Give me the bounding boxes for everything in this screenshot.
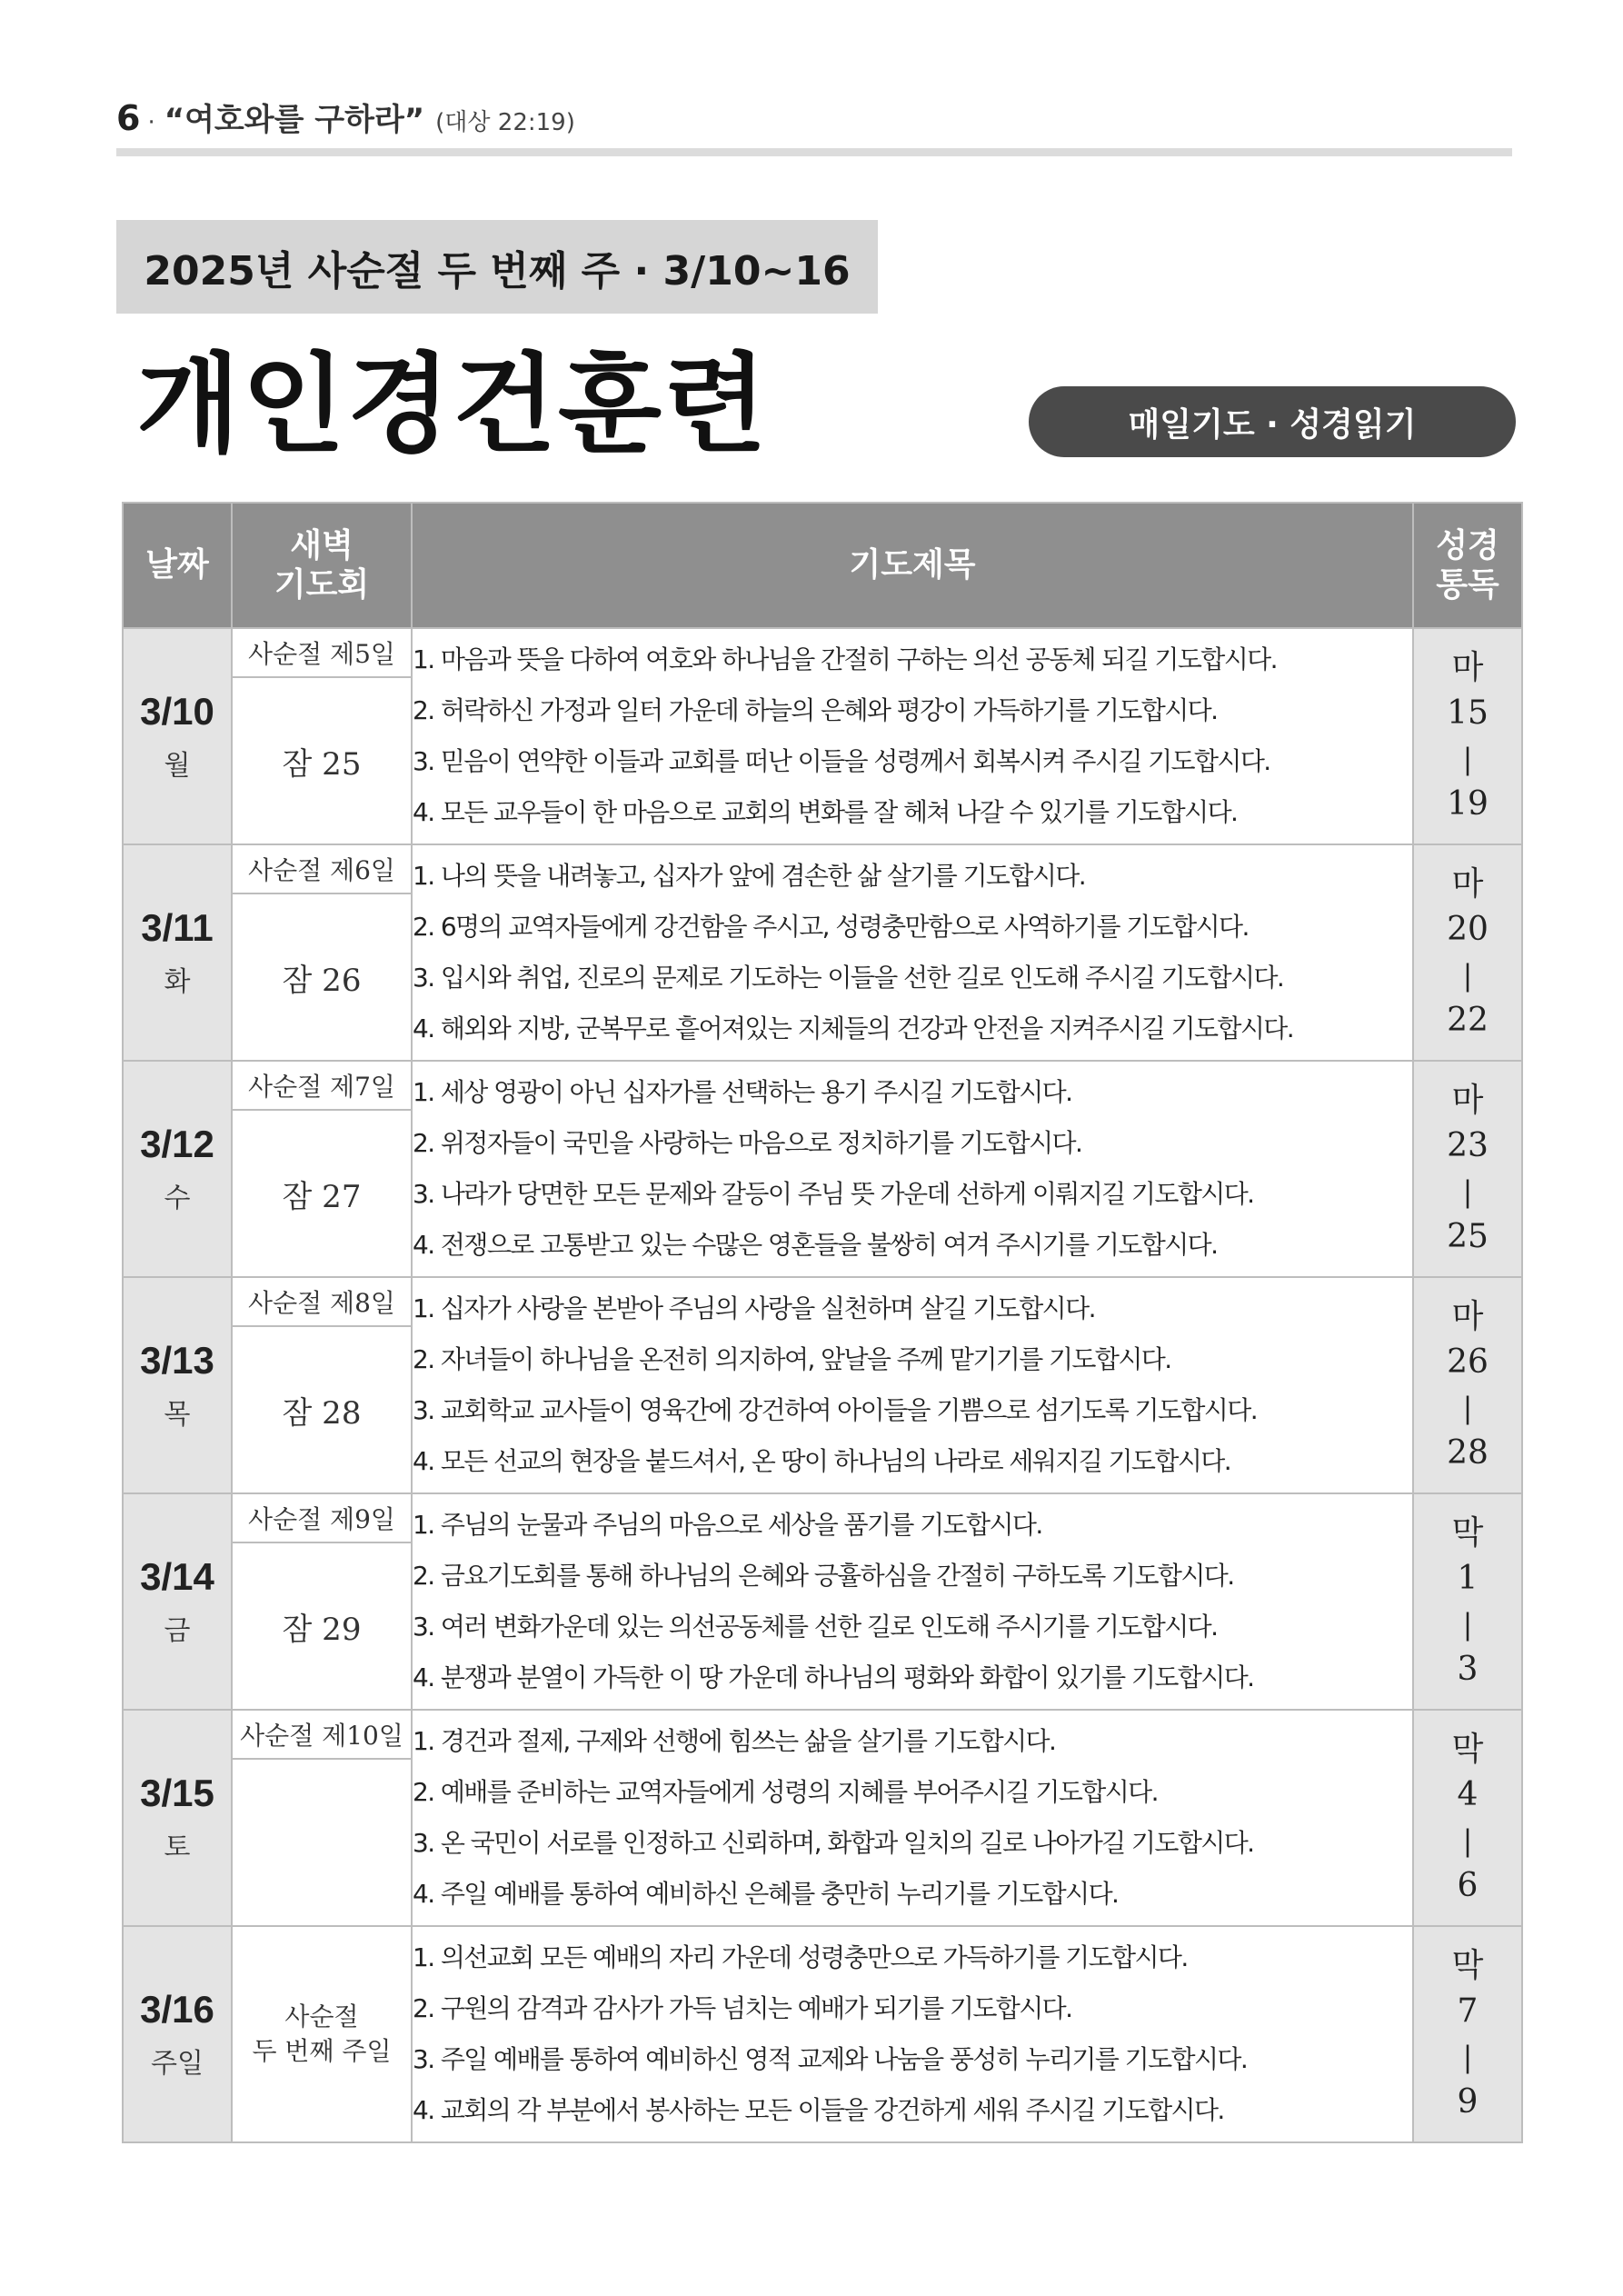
bible-chapter-start: 20 [1447, 911, 1489, 948]
header-bible-line1: 성경 [1436, 526, 1499, 564]
header-prayer-topics: 기도제목 [412, 503, 1413, 628]
date-cell [123, 1926, 232, 2142]
prayer-item: 4. 교회의 각 부분에서 봉사하는 모든 이들을 강건하게 세워 주시길 기도합시다. [413, 2095, 1224, 2125]
prayer-item: 2. 6명의 교역자들에게 강건함을 주시고, 성령충만함으로 사역하기를 기도합시다. [413, 912, 1249, 942]
header-dawn-line2: 기도회 [274, 566, 370, 604]
prayer-topics-cell [412, 1061, 1413, 1277]
prayer-topics-cell [412, 628, 1413, 844]
prayer-item: 4. 모든 선교의 현장을 붙드셔서, 온 땅이 하나님의 나라로 세워지길 기도합시다. [413, 1446, 1231, 1476]
prayer-item: 1. 나의 뜻을 내려놓고, 십자가 앞에 겸손한 삶 살기를 기도합시다. [413, 861, 1086, 891]
dawn-prayer-cell [232, 1710, 412, 1926]
date-cell [123, 628, 232, 844]
bible-range-bar: | [1462, 1823, 1473, 1858]
table-row [123, 1926, 1522, 2142]
date: 3/10 [140, 690, 214, 733]
bible-chapter-end: 28 [1447, 1434, 1489, 1472]
bible-book: 마 [1451, 1298, 1484, 1335]
bible-reading-cell [1413, 1926, 1522, 2142]
prayer-item: 2. 금요기도회를 통해 하나님의 은혜와 긍휼하심을 간절히 구하도록 기도합시다. [413, 1561, 1234, 1591]
bible-range-bar: | [1462, 1607, 1473, 1642]
bible-reading-cell [1413, 1493, 1522, 1710]
bible-chapter-end: 22 [1447, 1002, 1489, 1039]
bible-chapter-start: 7 [1457, 1992, 1479, 2030]
weekday: 화 [164, 966, 191, 998]
prayer-topics-cell [412, 1926, 1413, 2142]
lent-day-label: 사순절 제6일 [233, 845, 411, 894]
dawn-reading: 잠 29 [282, 1611, 362, 1648]
dawn-reading: 잠 25 [282, 745, 362, 783]
table-row [123, 1710, 1522, 1926]
dawn-prayer-cell [232, 1926, 412, 2142]
dawn-reading [233, 1760, 411, 1925]
header-dawn-line1: 새벽 [290, 526, 353, 564]
prayer-item: 4. 전쟁으로 고통받고 있는 수많은 영혼들을 불쌍히 여겨 주시기를 기도합시다. [413, 1230, 1218, 1260]
bible-chapter-end: 3 [1457, 1651, 1479, 1688]
bible-chapter-end: 9 [1457, 2083, 1479, 2121]
prayer-item: 4. 해외와 지방, 군복무로 흩어져있는 지체들의 건강과 안전을 지켜주시길 기도합시다. [413, 1013, 1294, 1043]
bible-chapter-end: 25 [1447, 1218, 1489, 1255]
bible-chapter-end: 6 [1457, 1867, 1479, 1904]
bible-book: 막 [1451, 1731, 1484, 1768]
table-header-row [123, 503, 1522, 628]
table-row [123, 1277, 1522, 1493]
header-bible-line2: 통독 [1436, 566, 1499, 604]
weekday: 주일 [151, 2048, 204, 2080]
bible-range-bar: | [1462, 2040, 1473, 2074]
page-header-reference: (대상 22:19) [435, 109, 575, 136]
prayer-item: 1. 의선교회 모든 예배의 자리 가운데 성령충만으로 가득하기를 기도합시다. [413, 1942, 1188, 1972]
bible-chapter-start: 1 [1457, 1560, 1479, 1597]
lent-day-label: 사순절 제7일 [233, 1062, 411, 1111]
date-cell [123, 844, 232, 1061]
bible-chapter-start: 4 [1457, 1776, 1479, 1813]
lent-day-label: 사순절 제10일 [233, 1711, 411, 1760]
prayer-schedule-table [122, 502, 1523, 2143]
prayer-item: 2. 구원의 감격과 감사가 가득 넘치는 예배가 되기를 기도합시다. [413, 1993, 1072, 2023]
dawn-reading: 잠 28 [282, 1394, 362, 1432]
lent-day-label: 사순절 제9일 [233, 1494, 411, 1543]
prayer-topics-cell [412, 1277, 1413, 1493]
bible-reading-cell [1413, 1277, 1522, 1493]
prayer-item: 2. 허락하신 가정과 일터 가운데 하늘의 은혜와 평강이 가득하기를 기도합시다. [413, 695, 1218, 725]
lent-day-label: 사순절 제8일 [233, 1278, 411, 1327]
weekday: 수 [164, 1183, 191, 1214]
lent-sunday-line2: 두 번째 주일 [252, 2036, 392, 2066]
daily-prayer-bible-reading-badge: 매일기도 · 성경읽기 [1029, 386, 1516, 457]
date: 3/16 [140, 1988, 214, 2031]
prayer-topics-cell [412, 1710, 1413, 1926]
prayer-item: 3. 주일 예배를 통하여 예비하신 영적 교제와 나눔을 풍성히 누리기를 기도합시다. [413, 2044, 1248, 2074]
prayer-topics-cell [412, 844, 1413, 1061]
bible-chapter-start: 23 [1447, 1127, 1489, 1164]
date: 3/13 [140, 1339, 214, 1382]
bible-book: 마 [1451, 649, 1484, 686]
bible-range-bar: | [1462, 1174, 1473, 1209]
bible-book: 마 [1451, 1082, 1484, 1119]
dawn-prayer-cell [232, 1493, 412, 1710]
weekday: 금 [164, 1615, 191, 1647]
prayer-item: 2. 위정자들이 국민을 사랑하는 마음으로 정치하기를 기도합시다. [413, 1128, 1082, 1158]
weekday: 토 [164, 1832, 191, 1863]
dawn-prayer-cell [232, 844, 412, 1061]
prayer-item: 1. 마음과 뜻을 다하여 여호와 하나님을 간절히 구하는 의선 공동체 되길 기도합시다. [413, 644, 1277, 674]
week-banner: 2025년 사순절 두 번째 주 · 3/10~16 [116, 220, 878, 314]
header-divider [116, 148, 1512, 156]
header-bible-reading [1413, 503, 1522, 628]
date-cell [123, 1061, 232, 1277]
weekday: 월 [164, 750, 191, 782]
table-row [123, 1061, 1522, 1277]
bible-reading-cell [1413, 1710, 1522, 1926]
date: 3/15 [140, 1772, 214, 1814]
prayer-item: 4. 모든 교우들이 한 마음으로 교회의 변화를 잘 헤쳐 나갈 수 있기를 기도합시다. [413, 797, 1238, 827]
dawn-reading: 잠 27 [282, 1178, 362, 1215]
prayer-item: 1. 십자가 사랑을 본받아 주님의 사랑을 실천하며 살길 기도합시다. [413, 1293, 1095, 1323]
prayer-item: 3. 나라가 당면한 모든 문제와 갈등이 주님 뜻 가운데 선하게 이뤄지길 기도합시다. [413, 1179, 1254, 1209]
lent-day-label: 사순절 제5일 [233, 629, 411, 678]
prayer-item: 3. 믿음이 연약한 이들과 교회를 떠난 이들을 성령께서 회복시켜 주시길 기도합시다. [413, 746, 1270, 776]
prayer-item: 4. 주일 예배를 통하여 예비하신 은혜를 충만히 누리기를 기도합시다. [413, 1879, 1119, 1909]
bible-range-bar: | [1462, 1391, 1473, 1425]
table-row [123, 628, 1522, 844]
header-dawn-prayer [232, 503, 412, 628]
date: 3/12 [140, 1123, 214, 1165]
table-row [123, 1493, 1522, 1710]
page-number: 6 [116, 98, 141, 138]
date-cell [123, 1277, 232, 1493]
prayer-item: 1. 경건과 절제, 구제와 선행에 힘쓰는 삶을 살기를 기도합시다. [413, 1726, 1056, 1756]
prayer-item: 3. 교회학교 교사들이 영육간에 강건하여 아이들을 기쁨으로 섬기도록 기도합시다. [413, 1395, 1258, 1425]
prayer-item: 3. 온 국민이 서로를 인정하고 신뢰하며, 화합과 일치의 길로 나아가길 기도합시다. [413, 1828, 1254, 1858]
bible-book: 막 [1451, 1514, 1484, 1552]
lent-sunday-line1: 사순절 [284, 2002, 359, 2032]
bible-book: 마 [1451, 865, 1484, 903]
prayer-item: 4. 분쟁과 분열이 가득한 이 땅 가운데 하나님의 평화와 화합이 있기를 기도합시다. [413, 1662, 1254, 1692]
dawn-reading: 잠 26 [282, 962, 362, 999]
main-title: 개인경건훈련 [136, 342, 769, 467]
bible-book: 막 [1451, 1947, 1484, 1984]
bible-reading-cell [1413, 628, 1522, 844]
date-cell [123, 1493, 232, 1710]
weekday: 목 [164, 1399, 191, 1431]
prayer-item: 2. 예배를 준비하는 교역자들에게 성령의 지혜를 부어주시길 기도합시다. [413, 1777, 1158, 1807]
date: 3/11 [141, 906, 214, 949]
date-cell [123, 1710, 232, 1926]
bible-reading-cell [1413, 844, 1522, 1061]
prayer-item: 3. 여러 변화가운데 있는 의선공동체를 선한 길로 인도해 주시기를 기도합시다. [413, 1612, 1218, 1642]
bible-chapter-start: 15 [1447, 694, 1489, 732]
table-row [123, 844, 1522, 1061]
page-header [116, 95, 1512, 149]
bible-reading-cell [1413, 1061, 1522, 1277]
prayer-item: 1. 세상 영광이 아닌 십자가를 선택하는 용기 주시길 기도합시다. [413, 1077, 1072, 1107]
prayer-item: 2. 자녀들이 하나님을 온전히 의지하여, 앞날을 주께 맡기기를 기도합시다. [413, 1344, 1171, 1374]
dawn-prayer-cell [232, 1277, 412, 1493]
bible-chapter-start: 26 [1447, 1343, 1489, 1381]
prayer-item: 1. 주님의 눈물과 주님의 마음으로 세상을 품기를 기도합시다. [413, 1510, 1042, 1540]
dawn-prayer-cell [232, 1061, 412, 1277]
bible-range-bar: | [1462, 742, 1473, 776]
prayer-topics-cell [412, 1493, 1413, 1710]
page-header-separator: · [147, 109, 155, 136]
header-date: 날짜 [123, 503, 232, 628]
page-header-quote: “여호와를 구하라” [164, 102, 425, 138]
bible-chapter-end: 19 [1447, 785, 1489, 823]
bible-range-bar: | [1462, 958, 1473, 993]
dawn-prayer-cell [232, 628, 412, 844]
prayer-item: 3. 입시와 취업, 진로의 문제로 기도하는 이들을 선한 길로 인도해 주시길 기도합시다. [413, 963, 1284, 993]
date: 3/14 [140, 1555, 214, 1598]
